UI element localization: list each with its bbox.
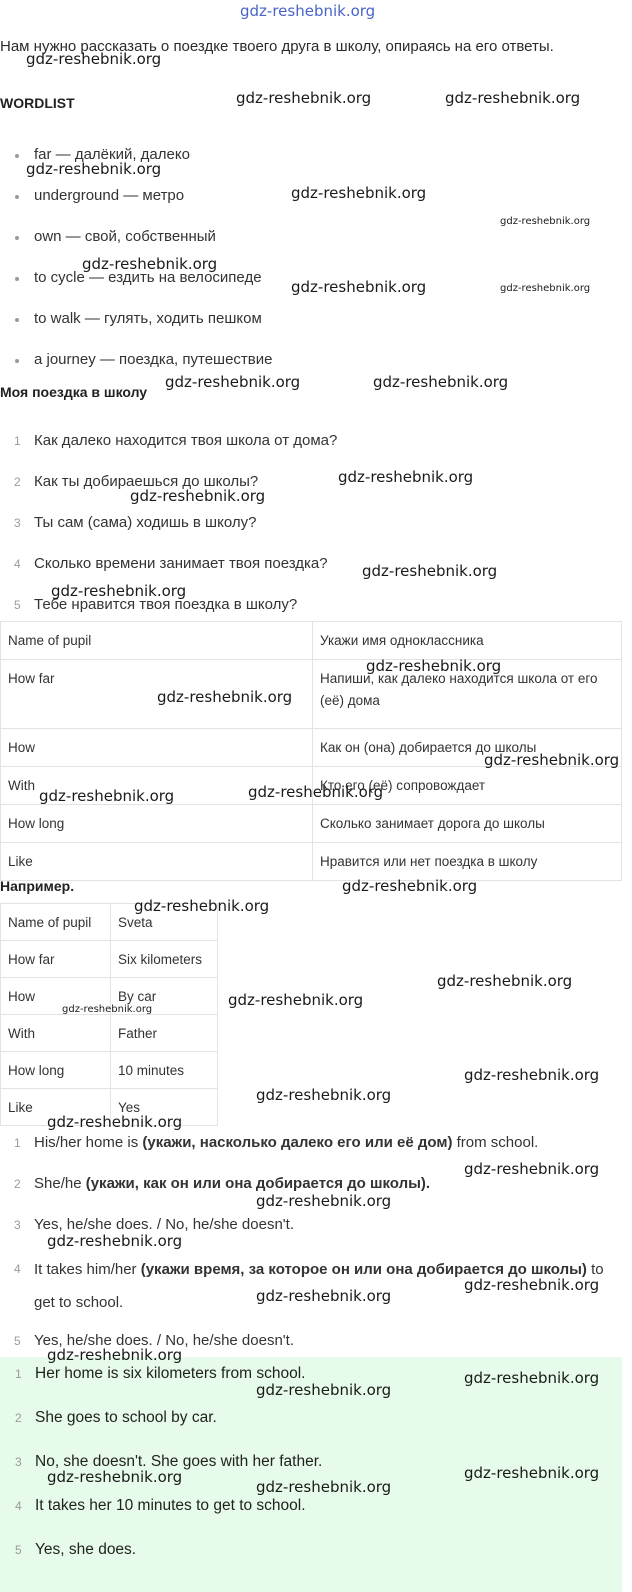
watermark: gdz-reshebnik.org — [47, 1232, 183, 1250]
table-cell: Как он (она) добирается до школы — [313, 729, 622, 767]
example-title: Например. — [0, 878, 75, 894]
item-number: 4 — [15, 1499, 22, 1513]
watermark: gdz-reshebnik.org — [228, 991, 364, 1009]
list-item: 1 His/her home is (укажи, насколько далеко его или её дом) from school. — [14, 1134, 539, 1151]
word-entry: to walk — гулять, ходить пешком — [34, 310, 262, 327]
watermark: gdz-reshebnik.org — [157, 688, 293, 706]
list-item — [0, 1492, 610, 1536]
watermark: gdz-reshebnik.org — [47, 1468, 183, 1486]
watermark: gdz-reshebnik.org — [165, 373, 301, 391]
watermark: gdz-reshebnik.org — [26, 50, 162, 68]
watermark: gdz-reshebnik.org — [464, 1369, 600, 1387]
list-item — [0, 1536, 610, 1580]
list-item: 5 Yes, he/she does. / No, he/she doesn't. — [14, 1332, 294, 1349]
table-cell: How far — [1, 660, 313, 729]
table-cell: Кто его (её) сопровождает — [313, 767, 622, 805]
table-row — [1, 1052, 218, 1089]
template-text: His/her home is — [34, 1134, 143, 1151]
watermark: gdz-reshebnik.org — [62, 1004, 153, 1015]
list-item — [0, 469, 610, 510]
word-entry: to cycle — ездить на велосипеде — [34, 269, 262, 286]
watermark: gdz-reshebnik.org — [373, 373, 509, 391]
watermark: gdz-reshebnik.org — [256, 1478, 392, 1496]
watermark: gdz-reshebnik.org — [437, 972, 573, 990]
watermark: gdz-reshebnik.org — [256, 1192, 392, 1210]
table-cell: Нравится или нет поездка в школу — [313, 843, 622, 881]
table-cell: Yes — [111, 1089, 218, 1126]
watermark: gdz-reshebnik.org — [134, 897, 270, 915]
bullet-icon — [15, 318, 19, 322]
word-entry: own — свой, собственный — [34, 228, 216, 245]
list-item — [0, 510, 610, 551]
list-item: 2 She/he (укажи, как он или она добирается до школы). — [14, 1175, 431, 1192]
watermark: gdz-reshebnik.org — [51, 582, 187, 600]
list-item — [0, 428, 610, 469]
word-entry: a journey — поездка, путешествие — [34, 351, 273, 368]
watermark: gdz-reshebnik.org — [338, 468, 474, 486]
section-title: Моя поездка в школу — [0, 384, 148, 400]
watermark: gdz-reshebnik.org — [236, 89, 372, 107]
watermark: gdz-reshebnik.org — [47, 1346, 183, 1364]
word-entry: far — далёкий, далеко — [34, 146, 190, 163]
item-number: 5 — [15, 1543, 22, 1557]
item-number: 4 — [14, 557, 21, 571]
watermark: gdz-reshebnik.org — [500, 216, 591, 227]
question-text: Как далеко находится твоя школа от дома? — [34, 432, 338, 449]
item-number: 2 — [15, 1411, 22, 1425]
list-item: 4 It takes him/her (укажи время, за которое он или она добирается до школы) to get to school. — [14, 1261, 604, 1311]
table-cell: Like — [1, 1089, 111, 1126]
watermark: gdz-reshebnik.org — [256, 1381, 392, 1399]
template-hint: (укажи время, за которое он или она добирается до школы) — [140, 1261, 587, 1278]
template-hint: (укажи, как он или она добирается до школы). — [85, 1175, 431, 1192]
watermark: gdz-reshebnik.org — [464, 1160, 600, 1178]
table-cell: Six kilometers — [111, 941, 218, 978]
intro-text: Нам нужно рассказать о поездке твоего друга в школу, опираясь на его ответы. — [0, 38, 554, 55]
table-cell: Name of pupil — [1, 904, 111, 941]
bullet-icon — [15, 359, 19, 363]
watermark: gdz-reshebnik.org — [248, 783, 384, 801]
list-item: 3 Yes, he/she does. / No, he/she doesn't. — [14, 1216, 294, 1233]
answer-text: Yes, she does. — [35, 1541, 137, 1558]
table-cell: Укажи имя одноклассника — [313, 622, 622, 660]
table-cell: Like — [1, 843, 313, 881]
wordlist-title: WORDLIST — [0, 95, 75, 111]
answer-text: Her home is six kilometers from school. — [35, 1365, 306, 1382]
watermark: gdz-reshebnik.org — [39, 787, 175, 805]
table-cell: How long — [1, 1052, 111, 1089]
table-row — [1, 843, 622, 881]
watermark: gdz-reshebnik.org — [464, 1276, 600, 1294]
watermark: gdz-reshebnik.org — [256, 1287, 392, 1305]
template-text: Yes, he/she does. / No, he/she doesn't. — [34, 1216, 294, 1233]
question-text: Ты сам (сама) ходишь в школу? — [34, 514, 257, 531]
table-row — [1, 660, 622, 729]
item-number: 5 — [14, 598, 21, 612]
table-row — [1, 941, 218, 978]
bullet-icon — [15, 154, 19, 158]
watermark: gdz-reshebnik.org — [445, 89, 581, 107]
watermark: gdz-reshebnik.org — [464, 1464, 600, 1482]
item-number: 1 — [14, 434, 21, 448]
table-cell: How far — [1, 941, 111, 978]
bullet-icon — [15, 236, 19, 240]
list-item — [0, 1404, 610, 1448]
watermark: gdz-reshebnik.org — [366, 657, 502, 675]
table-row — [1, 622, 622, 660]
watermark: gdz-reshebnik.org — [240, 2, 376, 20]
watermark: gdz-reshebnik.org — [291, 184, 427, 202]
item-number: 3 — [14, 516, 21, 530]
watermark: gdz-reshebnik.org — [26, 160, 162, 178]
watermark: gdz-reshebnik.org — [47, 1113, 183, 1131]
bullet-icon — [15, 195, 19, 199]
watermark: gdz-reshebnik.org — [484, 751, 620, 769]
bullet-icon — [15, 277, 19, 281]
watermark: gdz-reshebnik.org — [130, 487, 266, 505]
table-cell: With — [1, 1015, 111, 1052]
table-cell: How — [1, 978, 111, 1015]
item-number: 3 — [15, 1455, 22, 1469]
table-cell: With — [1, 767, 313, 805]
answer-text: No, she doesn't. She goes with her father. — [35, 1453, 323, 1470]
item-number: 1 — [15, 1367, 22, 1381]
list-item — [0, 304, 600, 345]
watermark: gdz-reshebnik.org — [464, 1066, 600, 1084]
table-cell: 10 minutes — [111, 1052, 218, 1089]
table-cell: Father — [111, 1015, 218, 1052]
watermark: gdz-reshebnik.org — [362, 562, 498, 580]
table-row — [1, 805, 622, 843]
table-cell: How — [1, 729, 313, 767]
question-text: Сколько времени занимает твоя поездка? — [34, 555, 328, 572]
table-cell: Сколько занимает дорога до школы — [313, 805, 622, 843]
template-text: from school. — [452, 1134, 539, 1151]
watermark: gdz-reshebnik.org — [256, 1086, 392, 1104]
question-text: Как ты добираешься до школы? — [34, 473, 259, 490]
table-cell: How long — [1, 805, 313, 843]
watermark: gdz-reshebnik.org — [500, 283, 591, 294]
template-text: to get to school. — [34, 1261, 604, 1311]
template-text: She/he — [34, 1175, 86, 1192]
answer-text: It takes her 10 minutes to get to school. — [35, 1497, 306, 1514]
table-cell: Напиши, как далеко находится школа от его (её) дома — [313, 660, 622, 729]
template-text: It takes him/her — [34, 1261, 141, 1278]
answer-text: She goes to school by car. — [35, 1409, 217, 1426]
table-row — [1, 1015, 218, 1052]
item-number: 2 — [14, 475, 21, 489]
watermark: gdz-reshebnik.org — [291, 278, 427, 296]
watermark: gdz-reshebnik.org — [342, 877, 478, 895]
table-cell: Sveta — [111, 904, 218, 941]
watermark: gdz-reshebnik.org — [82, 255, 218, 273]
question-text: Тебе нравится твоя поездка в школу? — [34, 596, 298, 613]
word-entry: underground — метро — [34, 187, 185, 204]
table-cell: Name of pupil — [1, 622, 313, 660]
template-text: Yes, he/she does. / No, he/she doesn't. — [34, 1332, 294, 1349]
table-cell: By car — [111, 978, 218, 1015]
template-hint: (укажи, насколько далеко его или её дом) — [142, 1134, 453, 1151]
